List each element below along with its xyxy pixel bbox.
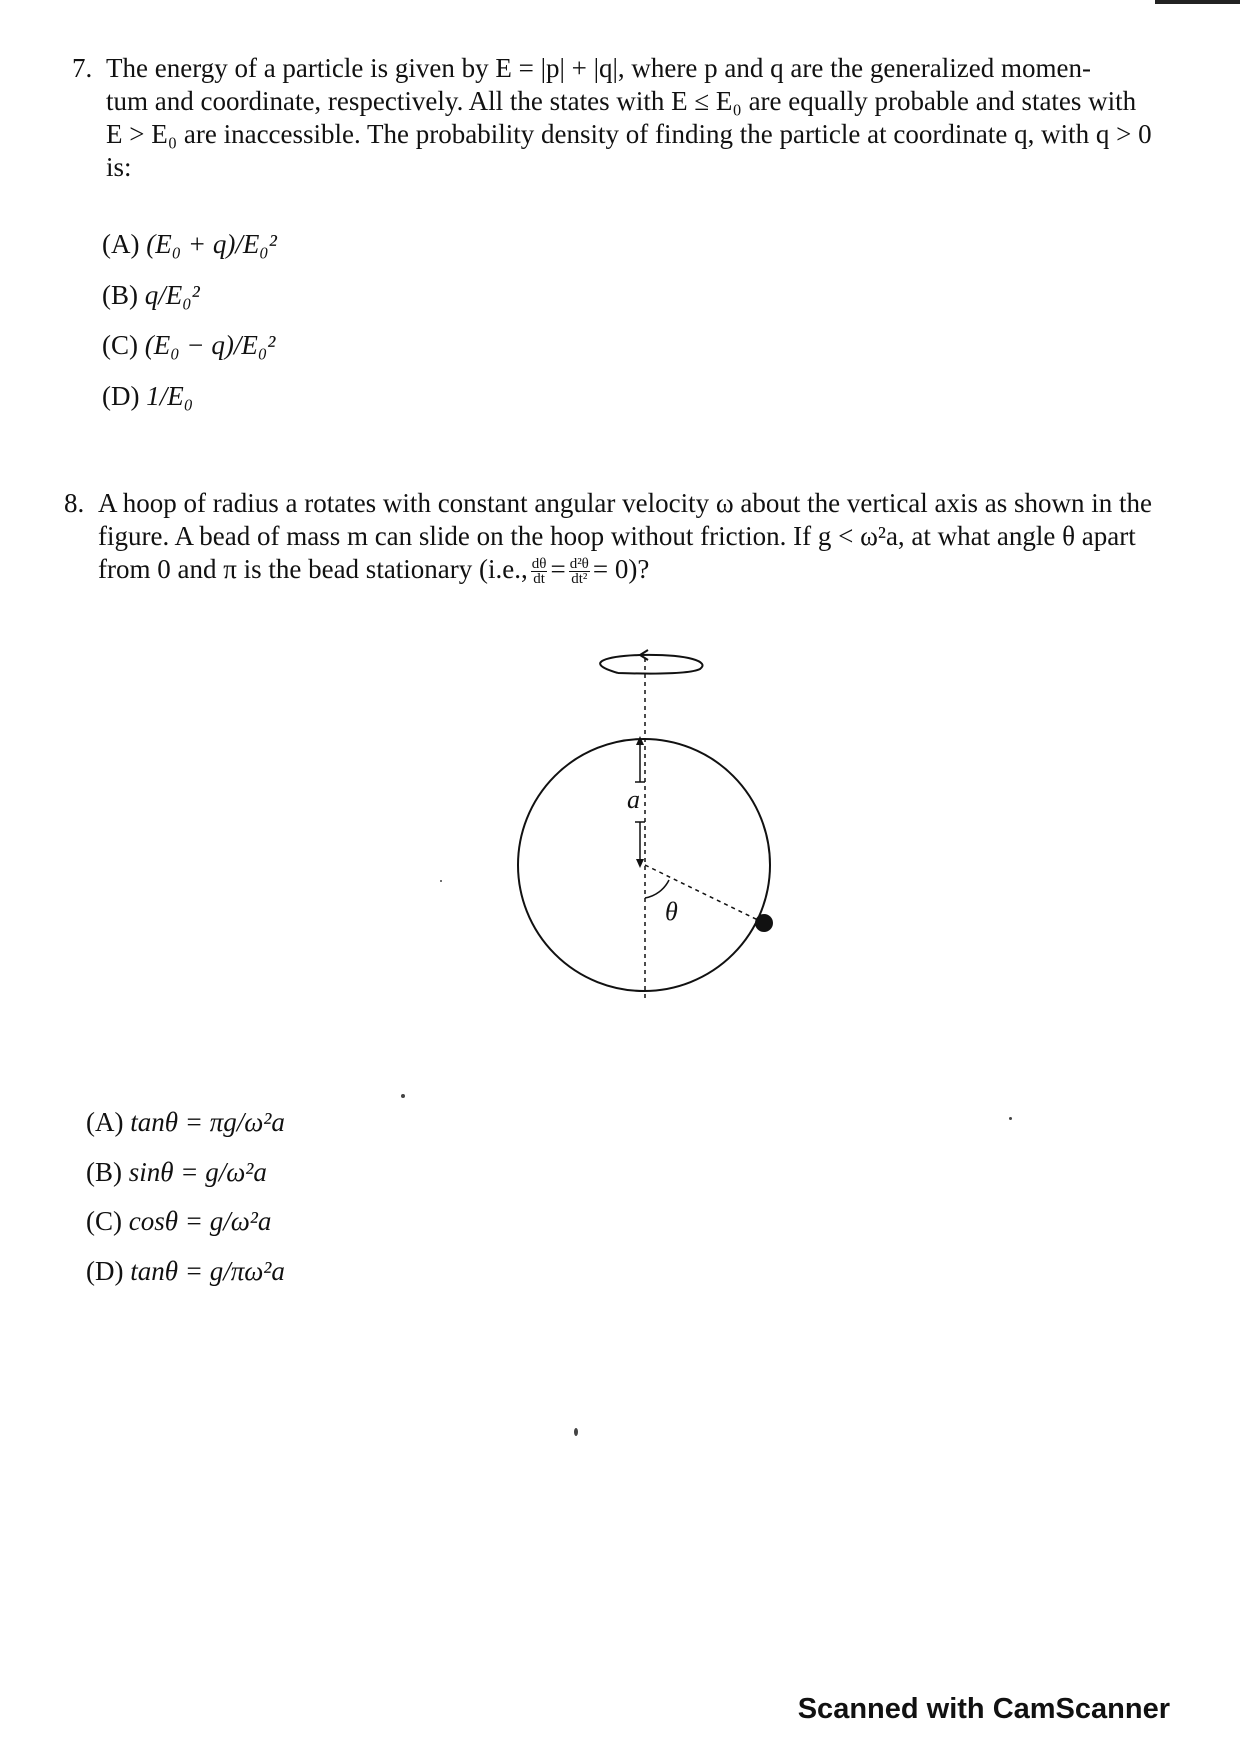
option-text: q/E₀² (144, 280, 200, 310)
fraction-denominator: dt (533, 571, 545, 588)
option-label: (B) (102, 280, 138, 310)
camscanner-watermark: Scanned with CamScanner (797, 1693, 1170, 1725)
option-text: (E₀ − q)/E₀² (144, 330, 276, 360)
scan-speck (401, 1094, 405, 1098)
question-text (98, 487, 1152, 586)
fraction-numerator: dθ (531, 556, 547, 573)
fraction-d2theta-dt2 (569, 557, 590, 586)
arrowhead-down-icon (636, 859, 644, 868)
option-text: cosθ = g/ω²a (128, 1206, 272, 1236)
fraction-denominator: dt² (571, 571, 588, 588)
angle-arc (645, 880, 669, 898)
option-text: sinθ = g/ω²a (128, 1157, 267, 1187)
option-label: (C) (102, 330, 138, 360)
scan-speck (440, 880, 442, 882)
scan-speck (1009, 1117, 1012, 1120)
question-line: from 0 and π is the bead stationary (i.e., (98, 554, 528, 584)
option-label: (D) (102, 381, 140, 411)
question-line-end: = 0)? (592, 554, 650, 584)
question-line: figure. A bead of mass m can slide on the hoop without friction. If g < ω²a, at what angle θ apart (98, 521, 1136, 551)
fraction-numerator: d²θ (569, 556, 589, 573)
rotation-arrow-icon (600, 655, 702, 674)
question-number: 8. (64, 488, 85, 518)
q8-option-c[interactable] (86, 1205, 271, 1238)
question-line: is: (106, 152, 132, 182)
option-text: 1/E₀ (146, 381, 194, 411)
question-line: The energy of a particle is given by E = |p| + |q|, where p and q are the generalized momen- (106, 53, 1091, 83)
arrowhead-up-icon (636, 736, 644, 745)
option-label: (D) (86, 1256, 124, 1286)
radius-to-bead (645, 865, 764, 923)
q7-option-c[interactable] (102, 329, 275, 362)
question-line: tum and coordinate, respectively. All the states with E ≤ E₀ are equally probable and states with (106, 86, 1137, 116)
question-line: E > E₀ are inaccessible. The probability density of finding the particle at coordinate q, with q > 0 (106, 119, 1152, 149)
option-label: (B) (86, 1157, 122, 1187)
option-text: tanθ = g/πω²a (130, 1256, 285, 1286)
rotating-hoop-figure (500, 640, 800, 1010)
question-8 (64, 487, 1204, 597)
fraction-dtheta-dt (531, 557, 548, 586)
radius-label: a (627, 785, 640, 814)
option-text: tanθ = πg/ω²a (130, 1107, 285, 1137)
question-line: A hoop of radius a rotates with constant angular velocity ω about the vertical axis as shown in the (98, 488, 1153, 518)
q7-option-a[interactable] (102, 228, 277, 261)
bead (755, 914, 773, 932)
question-7 (72, 52, 1202, 192)
option-label: (C) (86, 1206, 122, 1236)
option-text: (E₀ + q)/E₀² (146, 229, 277, 259)
q7-option-d[interactable] (102, 380, 193, 413)
q8-option-a[interactable] (86, 1106, 285, 1139)
equals-sign: = (550, 554, 566, 584)
question-number: 7. (72, 53, 93, 83)
q8-option-b[interactable] (86, 1156, 267, 1189)
option-label: (A) (86, 1107, 124, 1137)
q7-option-b[interactable] (102, 279, 200, 312)
q8-option-d[interactable] (86, 1255, 285, 1288)
question-line-3 (98, 553, 1152, 586)
question-text (106, 52, 1152, 184)
top-edge-mark (1155, 0, 1240, 4)
hoop (518, 739, 770, 991)
scan-speck (574, 1428, 578, 1436)
option-label: (A) (102, 229, 140, 259)
angle-label: θ (665, 897, 678, 926)
